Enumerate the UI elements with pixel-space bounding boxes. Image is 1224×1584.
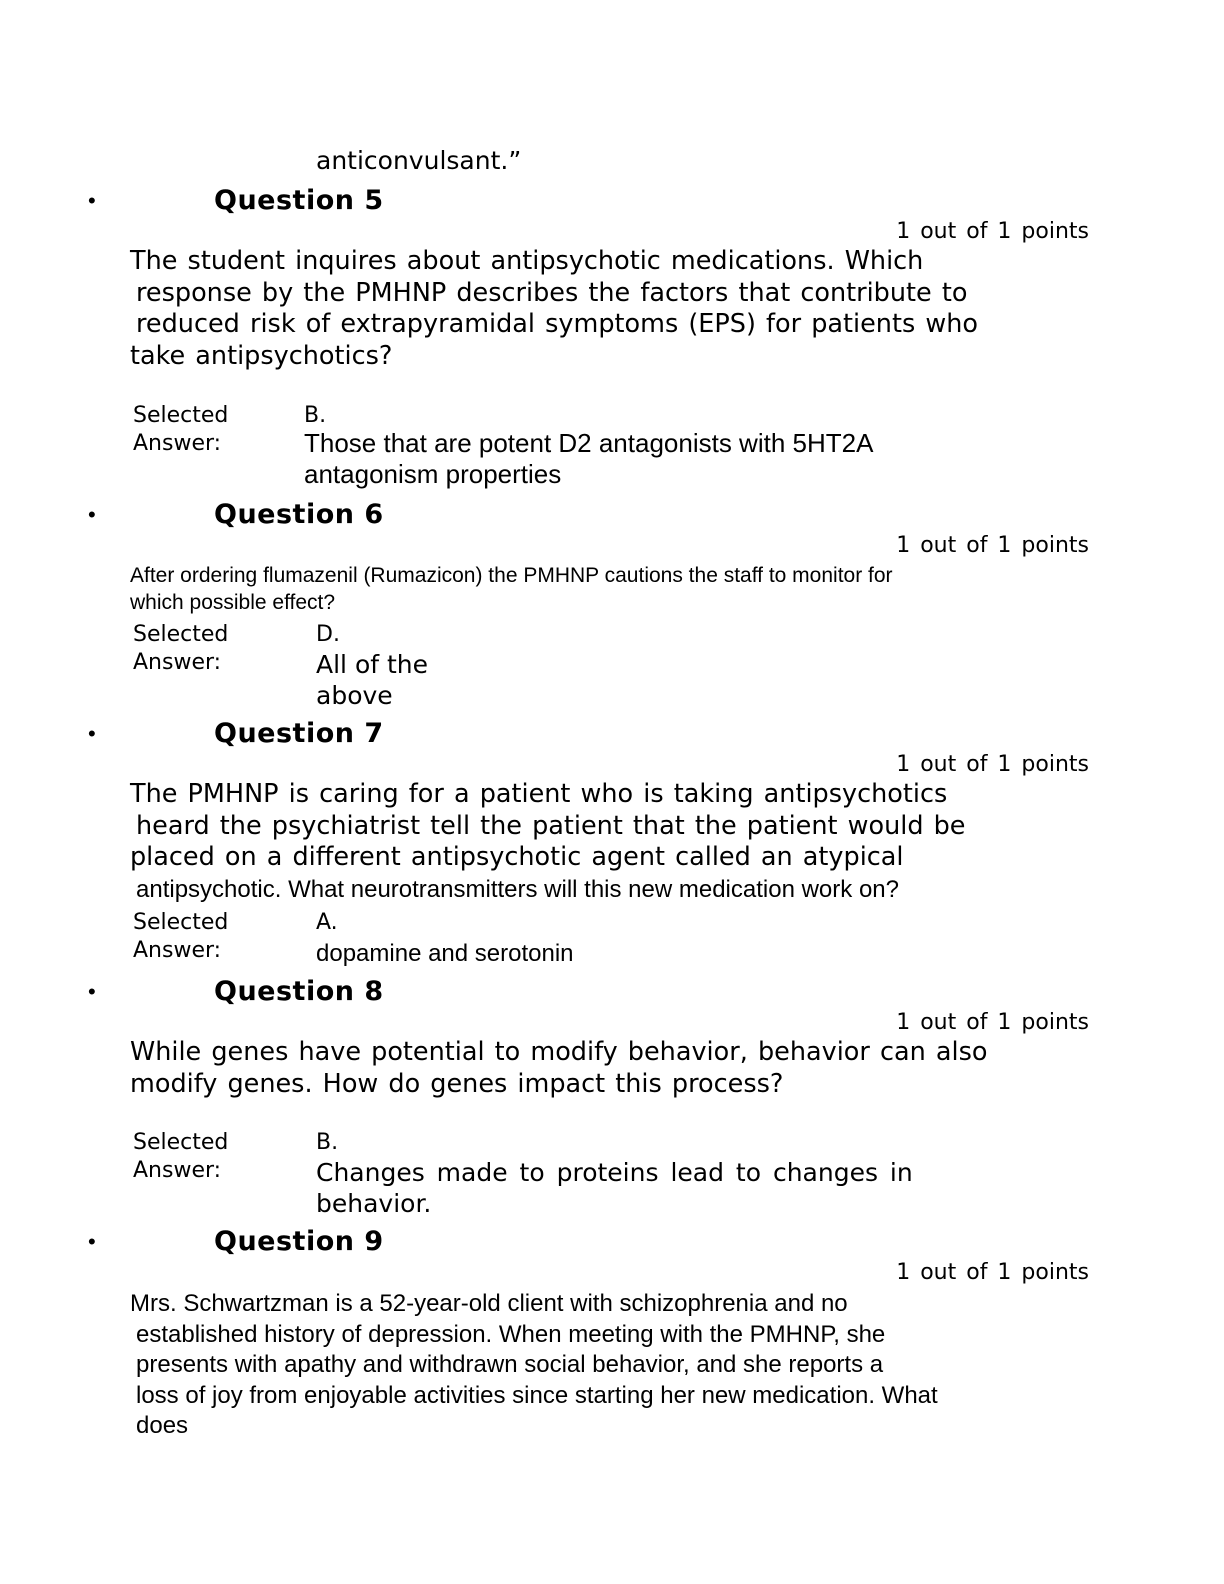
prompt-line: which possible effect? [130,591,336,614]
prompt-line: antipsychotic. What neurotransmitters will this new medication work on? [136,875,899,903]
question-title: Question 6 [214,499,384,530]
answer-line: Changes made to proteins lead to changes in [316,1158,913,1187]
prompt-line: presents with apathy and withdrawn social behavior, and she reports a [136,1351,884,1378]
answer-line: above [316,681,393,710]
question-prompt [130,246,978,372]
selected-answer-label [133,402,228,458]
bullet-icon: • [88,188,96,213]
bullet-icon: • [88,502,96,527]
question-title: Question 7 [214,718,384,749]
points-score: 1 out of 1 points [896,1260,1089,1285]
points-score: 1 out of 1 points [896,752,1089,777]
question-prompt [130,1037,987,1100]
answer-letter: B. [304,403,327,428]
selected-answer-label [133,909,228,965]
answer-line: All of the [316,650,429,679]
selected-answer [316,1157,913,1219]
answer-label: Answer: [133,1158,222,1183]
prompt-line: established history of depression. When meeting with the PMHNP, she [136,1320,886,1348]
answer-line: Those that are potent D2 antagonists with 5HT2A [304,428,874,458]
answer-label: Answer: [133,938,222,963]
continued-answer-text: anticonvulsant.” [316,146,522,175]
prompt-line: After ordering flumazenil (Rumazicon) the PMHNP cautions the staff to monitor for [130,564,893,587]
points-score: 1 out of 1 points [896,1010,1089,1035]
selected-answer-label [133,621,228,677]
points-score: 1 out of 1 points [896,219,1089,244]
answer-letter: D. [316,622,340,647]
question-title: Question 8 [214,976,384,1007]
prompt-line: does [136,1412,189,1439]
selected-answer [316,938,574,969]
prompt-line: heard the psychiatrist tell the patient that the patient would be [136,810,966,841]
question-prompt [130,1289,938,1442]
prompt-line: reduced risk of extrapyramidal symptoms (EPS) for patients who [136,309,978,339]
prompt-line: placed on a different antipsychotic agent called an atypical [130,842,904,872]
prompt-line: response by the PMHNP describes the factors that contribute to [136,277,968,308]
prompt-line: The student inquires about antipsychotic medications. Which [130,246,924,276]
prompt-line: The PMHNP is caring for a patient who is taking antipsychotics [130,779,948,809]
answer-label: Answer: [133,431,222,456]
prompt-line: loss of joy from enjoyable activities since starting her new medication. What [136,1381,938,1409]
prompt-line: modify genes. How do genes impact this process? [130,1068,784,1099]
bullet-icon: • [88,979,96,1004]
selected-label: Selected [133,403,229,428]
answer-label: Answer: [133,650,222,675]
selected-label: Selected [133,910,229,935]
answer-letter: B. [316,1130,339,1155]
selected-answer-label [133,1129,228,1185]
question-prompt [130,562,893,616]
bullet-icon: • [88,721,96,746]
selected-label: Selected [133,1130,229,1155]
answer-line: antagonism properties [304,459,562,489]
points-score: 1 out of 1 points [896,533,1089,558]
prompt-line: Mrs. Schwartzman is a 52-year-old client with schizophrenia and no [130,1290,848,1317]
selected-answer [304,428,873,490]
question-prompt [130,779,966,905]
prompt-line: While genes have potential to modify behavior, behavior can also [130,1037,988,1067]
prompt-line: take antipsychotics? [130,340,393,371]
answer-line: behavior. [316,1189,432,1218]
answer-letter: A. [316,910,338,935]
answer-line: dopamine and serotonin [316,940,574,967]
question-title: Question 5 [214,185,384,216]
selected-label: Selected [133,622,229,647]
bullet-icon: • [88,1229,96,1254]
question-title: Question 9 [214,1226,384,1257]
selected-answer [316,649,428,711]
